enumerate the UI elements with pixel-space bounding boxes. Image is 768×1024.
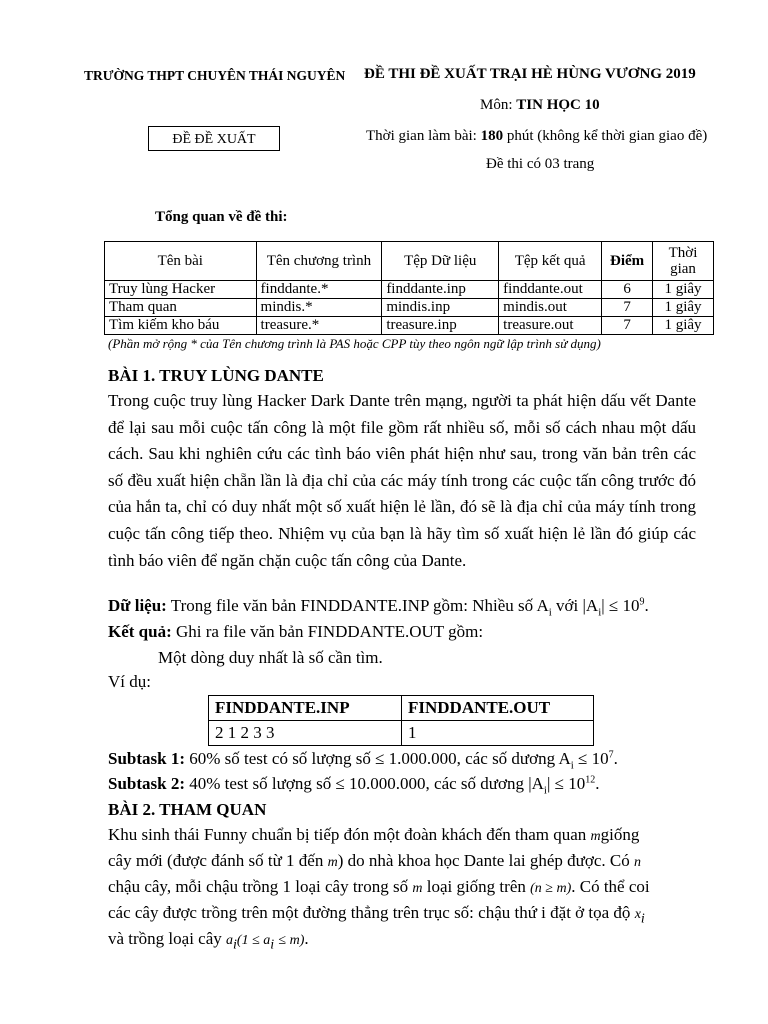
input-sub: i <box>548 606 552 619</box>
table-cell: 1 giây <box>653 281 714 299</box>
output-text: Ghi ra file văn bản FINDDANTE.OUT gồm: <box>176 622 484 641</box>
table-cell: finddante.* <box>256 281 382 299</box>
example-row <box>209 721 594 746</box>
table-cell: mindis.inp <box>382 299 499 317</box>
problem2-line-4 <box>108 903 696 927</box>
example-table <box>208 695 594 746</box>
table-cell: treasure.* <box>256 317 382 335</box>
table-cell: treasure.out <box>499 317 602 335</box>
p2-math-sub: i <box>233 937 237 953</box>
header-cell: Tên chương trình <box>256 242 382 281</box>
subtask1-tail: ≤ 10 <box>578 749 609 768</box>
overview-table <box>104 241 714 335</box>
table-cell: 6 <box>602 281 653 299</box>
problem2-line-5 <box>108 929 696 953</box>
p2-math: ≤ m) <box>278 933 305 948</box>
table-row <box>105 317 714 335</box>
input-end: . <box>644 596 649 615</box>
header-cell: Thời gian <box>653 242 714 281</box>
page-count: Đề thi có 03 trang <box>486 156 595 172</box>
table-row <box>105 299 714 317</box>
header-cell: Tệp Dữ liệu <box>382 242 499 281</box>
overview-title: Tổng quan về đề thi: <box>155 209 288 225</box>
subtask2-text: 40% test số lượng số ≤ 10.000.000, các số dương |A <box>189 774 544 793</box>
table-cell: 7 <box>602 317 653 335</box>
problem2-line-1 <box>108 825 696 845</box>
p2-math: (1 ≤ a <box>236 933 271 948</box>
input-text: Trong file văn bản FINDDANTE.INP gồm: Nhiều số A <box>170 596 549 615</box>
p2-text: ) do nhà khoa học Dante lai ghép được. Có <box>337 851 630 870</box>
input-mid: với |A <box>556 596 599 615</box>
p2-math: m <box>327 855 338 870</box>
p2-math: (n ≥ m) <box>530 881 572 896</box>
p2-text: Khu sinh thái Funny chuẩn bị tiếp đón một đoàn khách đến tham quan <box>108 825 587 844</box>
input-exp: 9 <box>639 596 645 608</box>
example-cell: 2 1 2 3 3 <box>209 721 402 746</box>
p2-math-sub: i <box>270 937 275 953</box>
table-cell: Truy lùng Hacker <box>105 281 257 299</box>
header-cell: Tên bài <box>105 242 257 281</box>
subtask2-sub: i <box>543 784 547 797</box>
table-cell: Tham quan <box>105 299 257 317</box>
problem1-title: BÀI 1. TRUY LÙNG DANTE <box>108 366 324 385</box>
example-header-cell: FINDDANTE.INP <box>209 696 402 721</box>
subtask2-tail: | ≤ 10 <box>546 774 586 793</box>
overview-header-row <box>105 242 714 281</box>
table-cell: Tìm kiếm kho báu <box>105 317 257 335</box>
table-cell: finddante.inp <box>382 281 499 299</box>
table-cell: 1 giây <box>653 299 714 317</box>
p2-text: và trồng loại cây <box>108 929 222 948</box>
table-cell: treasure.inp <box>382 317 499 335</box>
p2-text: loại giống trên <box>426 877 526 896</box>
example-header-cell: FINDDANTE.OUT <box>402 696 594 721</box>
table-cell: 1 giây <box>653 317 714 335</box>
subtask2-exp: 12 <box>585 774 596 786</box>
problem1-statement: Trong cuộc truy lùng Hacker Dark Dante trên mạng, người ta phát hiện dấu vết Dante để lại sau mỗi cuộc tấn công là một file gồm rất nhiều số, mỗi số cách nhau một dấu cách. Sau khi nghiên cứu các tình báo viên phát hiện như sau, trong văn bản trên các số đều xuất hiện chẵn lần là địa chỉ của các máy tính trong các cuộc tấn công trước đó của hắn ta, chỉ có duy nhất một số xuất hiện lẻ lần, đó sẽ là địa chỉ của máy tính trong cuộc tấn công tiếp theo. Nhiệm vụ của bạn là hãy tìm số xuất hiện lẻ lần đó giúp các tình báo viên để ngăn chặn cuộc tấn công của Dante. <box>108 391 696 570</box>
table-cell: mindis.* <box>256 299 382 317</box>
p2-math: m <box>412 881 423 896</box>
table-cell: mindis.out <box>499 299 602 317</box>
p2-text: . Có thể coi <box>571 877 650 896</box>
subtask1-sub: i <box>570 759 574 772</box>
p2-text: chậu cây, mỗi chậu trồng 1 loại cây trong số <box>108 877 409 896</box>
example-header-row <box>209 696 594 721</box>
time-value: 180 <box>480 128 504 144</box>
output-spec <box>108 622 696 642</box>
p2-text: giống <box>600 825 640 844</box>
subject-label: Môn: <box>480 97 513 113</box>
input-mid-sub: i <box>598 606 602 619</box>
input-label: Dữ liệu: <box>108 596 167 615</box>
problem2-line-2 <box>108 851 696 871</box>
header-cell: Tệp kết quả <box>499 242 602 281</box>
subtask1-end: . <box>613 749 618 768</box>
p2-text: cây mới (được đánh số từ 1 đến <box>108 851 324 870</box>
exam-title: ĐỀ THI ĐỀ XUẤT TRẠI HÈ HÙNG VƯƠNG 2019 <box>364 66 696 82</box>
subtask2-end: . <box>595 774 600 793</box>
input-spec <box>108 596 696 619</box>
p2-math: m <box>590 829 601 844</box>
problem2-line-3 <box>108 877 696 897</box>
subject-value: TIN HỌC 10 <box>516 97 600 113</box>
subtask-1 <box>108 749 696 772</box>
p2-math: n <box>633 855 641 870</box>
time-line <box>366 128 707 145</box>
example-label: Ví dụ: <box>108 672 151 691</box>
output-label: Kết quả: <box>108 622 172 641</box>
subject-line <box>480 97 600 114</box>
p2-math: x <box>634 907 641 922</box>
proposal-box: ĐỀ ĐỀ XUẤT <box>148 126 280 151</box>
time-label: Thời gian làm bài: <box>366 128 477 144</box>
school-name: TRƯỜNG THPT CHUYÊN THÁI NGUYÊN <box>84 68 346 83</box>
table-cell: 7 <box>602 299 653 317</box>
header-cell: Điểm <box>602 242 653 281</box>
p2-math-sub: i <box>640 911 645 927</box>
subtask1-text: 60% số test có số lượng số ≤ 1.000.000, các số dương A <box>189 749 571 768</box>
p2-text: các cây được trồng trên một đường thẳng trên trục số: chậu thứ i đặt ở tọa độ <box>108 903 631 922</box>
table-row <box>105 281 714 299</box>
subtask1-label: Subtask 1: <box>108 749 186 768</box>
problem2-title: BÀI 2. THAM QUAN <box>108 800 267 819</box>
p2-text: . <box>304 929 309 948</box>
time-suffix: phút (không kể thời gian giao đề) <box>506 128 708 144</box>
p2-math: a <box>226 933 234 948</box>
subtask-2 <box>108 774 696 797</box>
example-cell: 1 <box>402 721 594 746</box>
subtask1-exp: 7 <box>608 749 614 761</box>
table-cell: finddante.out <box>499 281 602 299</box>
extension-note: (Phần mở rộng * của Tên chương trình là PAS hoặc CPP tùy theo ngôn ngữ lập trình sử dụng) <box>108 336 601 351</box>
output-line: Một dòng duy nhất là số cần tìm. <box>158 648 383 667</box>
input-tail: | ≤ 10 <box>601 596 640 615</box>
subtask2-label: Subtask 2: <box>108 774 186 793</box>
